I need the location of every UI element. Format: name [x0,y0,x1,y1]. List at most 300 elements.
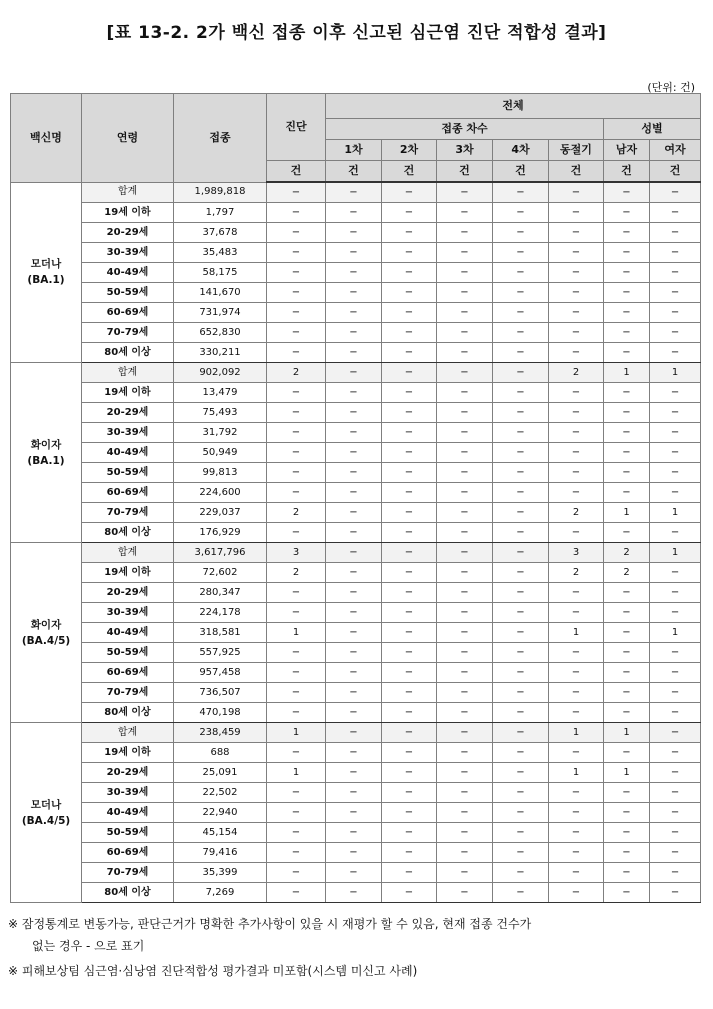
value-cell: − [493,603,549,623]
value-cell: − [267,283,326,303]
value-cell: − [326,443,382,463]
value-cell: − [549,343,604,363]
value-cell: − [382,803,437,823]
value-cell: − [549,223,604,243]
value-cell: 3 [267,543,326,563]
value-cell: − [549,523,604,543]
value-cell: − [604,803,650,823]
value-cell: − [326,683,382,703]
age-cell: 50-59세 [82,823,174,843]
value-cell: 2 [549,363,604,383]
value-cell: − [493,243,549,263]
value-cell: − [650,703,701,723]
value-cell: − [267,663,326,683]
value-cell: − [549,883,604,903]
value-cell: − [326,223,382,243]
value-cell: − [437,763,493,783]
value-cell: − [604,243,650,263]
value-cell: − [382,203,437,223]
value-cell: − [493,683,549,703]
table-row [11,883,701,903]
table-row-total [11,363,701,383]
value-cell: − [549,603,604,623]
value-cell: − [382,303,437,323]
dose-count-cell: 99,813 [174,463,267,483]
value-cell: − [549,463,604,483]
value-cell: − [326,723,382,743]
value-cell: 1 [650,543,701,563]
value-cell: − [549,843,604,863]
value-cell: − [326,243,382,263]
value-cell: − [604,683,650,703]
age-cell: 50-59세 [82,463,174,483]
table-row [11,643,701,663]
value-cell: − [549,383,604,403]
table-row [11,703,701,723]
value-cell: − [493,263,549,283]
value-cell: − [650,883,701,903]
value-cell: 1 [650,363,701,383]
value-cell: − [437,423,493,443]
value-cell: − [549,783,604,803]
unit-cell: 건 [267,161,326,183]
value-cell: − [549,303,604,323]
value-cell: − [382,663,437,683]
value-cell: − [650,263,701,283]
value-cell: − [650,423,701,443]
value-cell: − [382,823,437,843]
table-row [11,463,701,483]
value-cell: − [267,203,326,223]
value-cell: − [493,883,549,903]
age-cell: 50-59세 [82,283,174,303]
age-cell: 20-29세 [82,583,174,603]
table-row [11,863,701,883]
note-line: ※ 잠정통계로 변동가능, 판단근거가 명확한 추가사항이 있을 시 재평가 할 수 있음, 현재 접종 건수가 [8,917,532,931]
value-cell: − [549,683,604,703]
value-cell: − [604,263,650,283]
value-cell: − [382,563,437,583]
table-row [11,383,701,403]
value-cell: − [382,323,437,343]
unit-label: (단위: 건) [647,81,695,94]
value-cell: − [267,463,326,483]
value-cell: − [382,483,437,503]
value-cell: − [604,423,650,443]
age-cell: 40-49세 [82,803,174,823]
dose-count-cell: 224,600 [174,483,267,503]
value-cell: − [650,303,701,323]
value-cell: − [650,843,701,863]
unit-cell: 건 [549,161,604,183]
age-cell: 19세 이하 [82,383,174,403]
value-cell: − [326,263,382,283]
value-cell: − [326,583,382,603]
dose-count-cell: 31,792 [174,423,267,443]
dose-count-cell: 141,670 [174,283,267,303]
value-cell: − [267,303,326,323]
value-cell: − [437,303,493,323]
value-cell: 1 [650,503,701,523]
value-cell: − [382,343,437,363]
value-cell: − [437,783,493,803]
value-cell: − [549,283,604,303]
value-cell: − [326,543,382,563]
value-cell: − [267,223,326,243]
value-cell: − [604,883,650,903]
header-female: 여자 [650,140,701,161]
value-cell: − [549,243,604,263]
value-cell: − [493,203,549,223]
value-cell: − [493,583,549,603]
value-cell: − [382,683,437,703]
value-cell: − [382,883,437,903]
value-cell: 3 [549,543,604,563]
dose-count-cell: 22,940 [174,803,267,823]
value-cell: − [326,763,382,783]
header-vaccine: 백신명 [11,94,82,183]
value-cell: − [437,643,493,663]
value-cell: − [326,663,382,683]
age-cell: 70-79세 [82,683,174,703]
value-cell: − [604,283,650,303]
dose-count-cell: 13,479 [174,383,267,403]
vaccine-name-cell: 화이자 (BA.4/5) [11,543,82,723]
table-row [11,823,701,843]
value-cell: − [382,423,437,443]
value-cell: − [604,343,650,363]
age-cell: 합계 [82,182,174,203]
value-cell: − [650,403,701,423]
dose-count-cell: 330,211 [174,343,267,363]
age-cell: 60-69세 [82,483,174,503]
value-cell: − [549,182,604,203]
value-cell: − [604,663,650,683]
value-cell: − [326,403,382,423]
value-cell: − [493,563,549,583]
dose-count-cell: 470,198 [174,703,267,723]
value-cell: − [437,182,493,203]
value-cell: − [549,583,604,603]
dose-count-cell: 731,974 [174,303,267,323]
value-cell: − [604,623,650,643]
value-cell: 1 [650,623,701,643]
dose-count-cell: 35,483 [174,243,267,263]
age-cell: 합계 [82,543,174,563]
value-cell: − [650,323,701,343]
table-row [11,423,701,443]
value-cell: − [267,843,326,863]
value-cell: − [549,263,604,283]
age-cell: 30-39세 [82,423,174,443]
value-cell: − [493,723,549,743]
value-cell: − [493,283,549,303]
value-cell: − [549,743,604,763]
value-cell: − [493,623,549,643]
table-row [11,323,701,343]
value-cell: − [493,403,549,423]
value-cell: − [493,703,549,723]
value-cell: − [650,583,701,603]
header-dose-order: 접종 차수 [326,119,604,140]
dose-count-cell: 3,617,796 [174,543,267,563]
value-cell: − [437,343,493,363]
age-cell: 19세 이하 [82,203,174,223]
value-cell: − [326,883,382,903]
table-row [11,623,701,643]
value-cell: − [650,483,701,503]
age-cell: 19세 이하 [82,743,174,763]
value-cell: − [650,223,701,243]
value-cell: 2 [267,363,326,383]
value-cell: − [549,483,604,503]
value-cell: − [326,503,382,523]
value-cell: − [604,583,650,603]
value-cell: − [493,843,549,863]
dose-count-cell: 72,602 [174,563,267,583]
table-row [11,583,701,603]
value-cell: − [650,443,701,463]
header-dose-4: 4차 [493,140,549,161]
age-cell: 50-59세 [82,643,174,663]
value-cell: − [382,443,437,463]
age-cell: 19세 이하 [82,563,174,583]
table-row [11,683,701,703]
table-body [11,182,701,903]
value-cell: − [326,283,382,303]
value-cell: − [604,523,650,543]
value-cell: − [650,182,701,203]
age-cell: 30-39세 [82,243,174,263]
value-cell: − [267,443,326,463]
value-cell: − [382,763,437,783]
unit-cell: 건 [493,161,549,183]
value-cell: 1 [549,763,604,783]
age-cell: 20-29세 [82,763,174,783]
value-cell: − [604,603,650,623]
value-cell: − [493,483,549,503]
unit-cell: 건 [604,161,650,183]
table-row [11,403,701,423]
table-row [11,783,701,803]
table-row [11,263,701,283]
value-cell: − [437,603,493,623]
dose-count-cell: 280,347 [174,583,267,603]
value-cell: − [326,823,382,843]
value-cell: − [650,383,701,403]
value-cell: − [267,182,326,203]
value-cell: − [604,383,650,403]
value-cell: − [267,703,326,723]
unit-cell: 건 [382,161,437,183]
value-cell: − [604,182,650,203]
table-row [11,203,701,223]
value-cell: − [437,243,493,263]
note-provisional [8,913,708,957]
value-cell: − [493,783,549,803]
age-cell: 80세 이상 [82,523,174,543]
value-cell: − [650,463,701,483]
dose-count-cell: 7,269 [174,883,267,903]
value-cell: − [604,403,650,423]
header-sex: 성별 [604,119,701,140]
value-cell: − [267,243,326,263]
value-cell: − [326,523,382,543]
value-cell: − [326,803,382,823]
value-cell: − [549,423,604,443]
vaccine-name-cell: 모더나 (BA.4/5) [11,723,82,903]
value-cell: − [382,623,437,643]
dose-count-cell: 25,091 [174,763,267,783]
value-cell: − [493,503,549,523]
value-cell: − [604,443,650,463]
value-cell: − [437,663,493,683]
age-cell: 60-69세 [82,303,174,323]
value-cell: − [437,323,493,343]
value-cell: − [326,463,382,483]
age-cell: 30-39세 [82,783,174,803]
unit-cell: 건 [437,161,493,183]
value-cell: 1 [604,723,650,743]
value-cell: − [326,343,382,363]
value-cell: 1 [549,723,604,743]
value-cell: − [267,483,326,503]
dose-count-cell: 688 [174,743,267,763]
value-cell: − [437,543,493,563]
dose-count-cell: 238,459 [174,723,267,743]
header-dose-2: 2차 [382,140,437,161]
value-cell: − [326,603,382,623]
unit-cell: 건 [650,161,701,183]
value-cell: − [604,203,650,223]
value-cell: − [326,623,382,643]
value-cell: 2 [549,503,604,523]
value-cell: − [437,263,493,283]
value-cell: − [604,843,650,863]
note-excluded [8,960,708,982]
value-cell: − [549,323,604,343]
value-cell: − [437,563,493,583]
value-cell: − [604,743,650,763]
value-cell: − [437,403,493,423]
value-cell: − [604,863,650,883]
table-row [11,743,701,763]
table-row [11,563,701,583]
value-cell: − [493,363,549,383]
value-cell: − [326,743,382,763]
age-cell: 30-39세 [82,603,174,623]
value-cell: − [493,543,549,563]
unit-cell: 건 [326,161,382,183]
value-cell: − [493,823,549,843]
value-cell: − [493,182,549,203]
header-total: 전체 [326,94,701,119]
note-line: ※ 피해보상팀 심근염·심낭염 진단적합성 평가결과 미포함(시스템 미신고 사례) [8,964,418,978]
value-cell: − [493,443,549,463]
value-cell: − [437,363,493,383]
value-cell: − [604,643,650,663]
value-cell: − [650,663,701,683]
vaccine-name-cell: 화이자 (BA.1) [11,363,82,543]
value-cell: − [382,403,437,423]
value-cell: − [267,343,326,363]
value-cell: − [437,483,493,503]
table-row [11,663,701,683]
value-cell: − [437,803,493,823]
age-cell: 합계 [82,723,174,743]
value-cell: 1 [604,503,650,523]
value-cell: − [437,223,493,243]
value-cell: − [650,863,701,883]
value-cell: − [549,823,604,843]
value-cell: − [382,243,437,263]
table-row-total [11,543,701,563]
dose-count-cell: 652,830 [174,323,267,343]
value-cell: − [493,323,549,343]
value-cell: − [549,803,604,823]
header-dose-1: 1차 [326,140,382,161]
vaccine-name-cell: 모더나 (BA.1) [11,182,82,363]
value-cell: − [382,843,437,863]
table-row [11,603,701,623]
value-cell: − [267,803,326,823]
value-cell: − [493,423,549,443]
value-cell: − [437,683,493,703]
value-cell: − [267,263,326,283]
value-cell: − [267,683,326,703]
value-cell: − [493,463,549,483]
value-cell: − [493,343,549,363]
value-cell: − [267,323,326,343]
value-cell: − [650,603,701,623]
value-cell: − [267,423,326,443]
value-cell: − [267,643,326,663]
results-table [10,93,701,903]
value-cell: − [382,643,437,663]
value-cell: − [493,803,549,823]
value-cell: − [267,743,326,763]
value-cell: 2 [267,563,326,583]
value-cell: − [326,483,382,503]
value-cell: − [267,383,326,403]
value-cell: − [493,743,549,763]
value-cell: − [326,383,382,403]
header-doses: 접종 [174,94,267,183]
value-cell: 1 [549,623,604,643]
value-cell: − [437,463,493,483]
value-cell: 2 [549,563,604,583]
value-cell: − [493,303,549,323]
value-cell: − [267,523,326,543]
value-cell: − [493,523,549,543]
value-cell: − [437,623,493,643]
header-age: 연령 [82,94,174,183]
header-male: 남자 [604,140,650,161]
age-cell: 80세 이상 [82,883,174,903]
value-cell: 1 [604,763,650,783]
value-cell: 1 [604,363,650,383]
value-cell: − [493,663,549,683]
value-cell: 1 [267,763,326,783]
value-cell: − [437,523,493,543]
table-row [11,283,701,303]
value-cell: − [604,463,650,483]
value-cell: − [382,723,437,743]
value-cell: − [650,283,701,303]
value-cell: − [326,863,382,883]
value-cell: − [437,703,493,723]
value-cell: − [604,703,650,723]
